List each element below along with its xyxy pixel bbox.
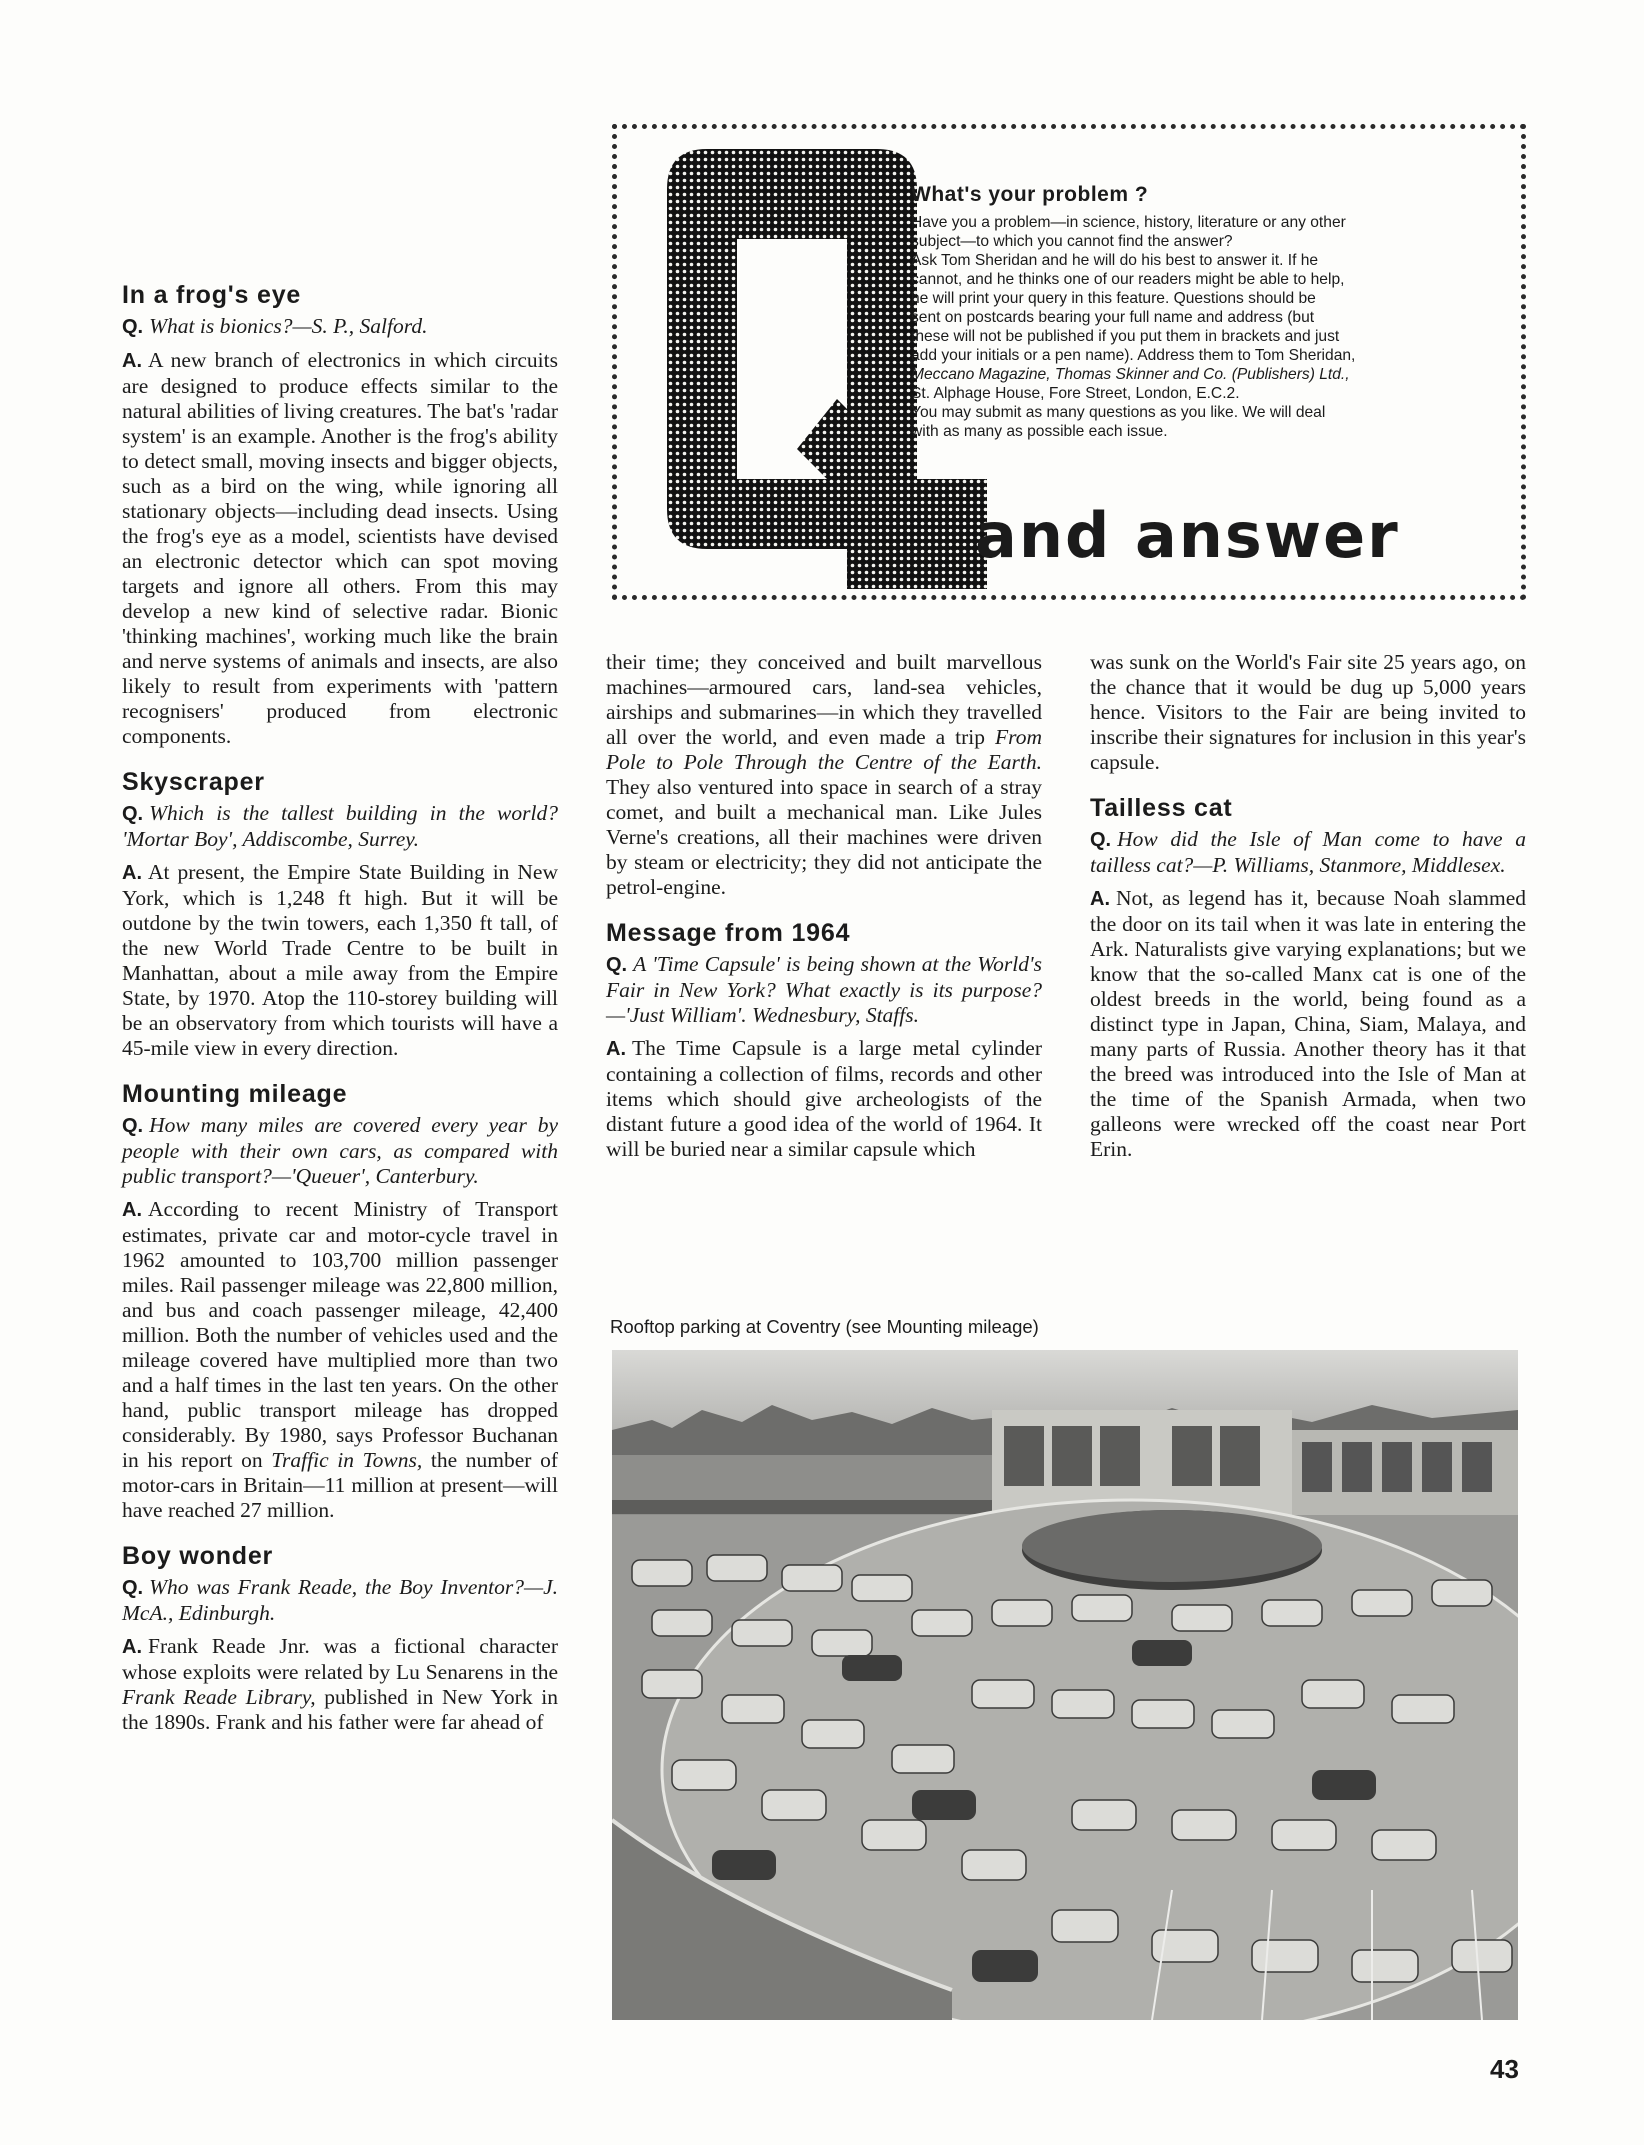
problem-block xyxy=(911,183,1491,441)
boy-wonder-question-text-1: Who was Frank Reade, xyxy=(149,1575,358,1599)
a-marker: A. xyxy=(122,350,142,372)
frog-answer xyxy=(122,348,558,749)
frog-answer-text: A new branch of electronics in which circuits are designed to produce effects similar to the natural abilities of living creatures. The bat's 'radar system' is an example. Another is the frog's ability to detect small, moving insects and bigger objects, such as a bird on the wing, while ignoring all stationary objects—including dead insects. Using the frog's eye as a model, scientists have devised an electronic detector which can spot moving targets and ignore all others. From this may develop a new kind of selective radar. Bionic 'thinking machines', working much like the brain and nerve systems of animals and insects, are also likely to result from experiments with 'pattern recognisers' produced from electronic components. xyxy=(122,348,558,748)
problem-line: he will print your query in this feature. Questions should be xyxy=(911,290,1316,307)
skyscraper-heading: Skyscraper xyxy=(122,768,265,796)
capsule-answer-text: The Time Capsule is a large metal cylinder containing a collection of films, records and other items which should give archeologists of the distant future a good idea of the world of 1964. It will be buried near a similar capsule which xyxy=(606,1036,1042,1161)
title-and-answer: and answer xyxy=(975,499,1400,572)
skyscraper-answer-text: At present, the Empire State Building in New York, which is 1,248 ft high. But it will be outdone by the twin towers, each 1,350 ft tall, of the new World Trade Centre to be built in Manhattan, about a mile away from the Empire State, by 1970. Atop the 110-storey building will be an observatory from which tourists will have a 45-mile view in every direction. xyxy=(122,860,558,1060)
tailless-answer xyxy=(1090,886,1526,1162)
a-marker: A. xyxy=(122,1636,142,1658)
frog-question xyxy=(122,314,558,340)
q-marker: Q. xyxy=(606,954,628,976)
a-marker: A. xyxy=(1090,888,1110,910)
capsule-question-text: A 'Time Capsule' is being shown at the World's Fair in New York? What exactly is its purpose?—'Just William'. Wednesbury, Staffs. xyxy=(606,952,1042,1027)
problem-line: with as many as possible each issue. xyxy=(911,423,1168,440)
capsule-heading: Message from 1964 xyxy=(606,919,851,947)
problem-line: subject—to which you cannot find the answer? xyxy=(911,233,1233,250)
capsule-continuation: was sunk on the World's Fair site 25 years ago, on the chance that it would be dug up 5,000 years hence. Visitors to the Fair are being invited to inscribe their signatures for inclusion in this year's capsule. xyxy=(1090,650,1526,774)
tailless-question-text: How did the Isle of Man come to have a tailless cat?—P. Williams, Stanmore, Middlesex. xyxy=(1090,827,1526,877)
mileage-heading: Mounting mileage xyxy=(122,1080,348,1108)
boy-wonder-continuation-text-2: They also ventured into space in search of a stray comet, and built a mechanical man. Like Jules Verne's creations, all their machines were driven by steam or electricity; they did not anticipate the petrol-engine. xyxy=(606,775,1042,899)
boy-wonder-answer-text-1: Frank Reade Jnr. was a fictional character whose exploits were related by Lu Senarens in the xyxy=(122,1634,558,1684)
skyscraper-question-text: Which is the tallest building in the world? 'Mortar Boy', Addiscombe, Surrey. xyxy=(122,801,558,851)
tailless-answer-text: Not, as legend has it, because Noah slammed the door on its tail when it was late in entering the Ark. Naturalists give varying explanations; but we know that the so-called Manx cat is one of the oldest breeds in the world, being found as a distinct type in Japan, China, Siam, Malaya, and many parts of Russia. Another theory has it that the breed was introduced into the Isle of Man at the time of the Spanish Armada, when two galleons were wrecked off the coast near Port Erin. xyxy=(1090,886,1526,1161)
boy-wonder-heading: Boy wonder xyxy=(122,1542,274,1570)
capsule-question xyxy=(606,952,1042,1028)
problem-line: cannot, and he thinks one of our readers might be able to help, xyxy=(911,271,1345,288)
boy-wonder-continuation xyxy=(606,650,1042,900)
rooftop-parking-photo xyxy=(612,1350,1518,2020)
problem-line: sent on postcards bearing your full name and address (but xyxy=(911,309,1315,326)
frog-question-text: What is bionics?—S. P., Salford. xyxy=(149,314,428,338)
problem-line: St. Alphage House, Fore Street, London, E.C.2. xyxy=(911,385,1240,402)
boy-wonder-answer-text-2: published in New York in the 1890s. Frank and his father were far ahead of xyxy=(122,1685,559,1734)
left-column xyxy=(122,280,558,1753)
tailless-heading: Tailless cat xyxy=(1090,794,1233,822)
mileage-report-title: Traffic in Towns, xyxy=(271,1448,423,1472)
a-marker: A. xyxy=(606,1038,626,1060)
problem-line: You may submit as many questions as you like. We will deal xyxy=(911,404,1326,421)
library-title: Frank Reade Library, xyxy=(122,1685,316,1709)
problem-line: add your initials or a pen name). Address them to Tom Sheridan, xyxy=(911,347,1356,364)
problem-line: these will not be published if you put them in brackets and just xyxy=(911,328,1340,345)
problem-line: Ask Tom Sheridan and he will do his best to answer it. If he xyxy=(911,252,1319,269)
q-marker: Q. xyxy=(122,1577,144,1599)
a-marker: A. xyxy=(122,862,142,884)
middle-column xyxy=(606,650,1042,1180)
q-marker: Q. xyxy=(122,1115,144,1137)
q-marker: Q. xyxy=(122,316,144,338)
boy-wonder-question xyxy=(122,1575,558,1626)
problem-line: Meccano Magazine, Thomas Skinner and Co. (Publishers) Ltd., xyxy=(911,366,1350,383)
boy-wonder-answer xyxy=(122,1634,558,1735)
trip-title: From Pole to Pole Through the Centre of the Earth. xyxy=(606,725,1042,774)
boy-wonder-question-text-2: the Boy Inventor?—J. McA., Edinburgh. xyxy=(122,1575,558,1625)
problem-title: What's your problem ? xyxy=(911,183,1149,206)
boy-wonder-continuation-text-1: their time; they conceived and built marvellous machines—armoured cars, land-sea vehicles, airships and submarines—in which they travelled all over the world, and even made a trip xyxy=(606,650,1042,749)
problem-line: Have you a problem—in science, history, literature or any other xyxy=(911,214,1346,231)
photo-illustration xyxy=(612,1350,1518,2020)
header-box xyxy=(612,124,1526,600)
frog-heading: In a frog's eye xyxy=(122,281,302,309)
tailless-question xyxy=(1090,827,1526,878)
q-marker: Q. xyxy=(122,803,144,825)
page-number: 43 xyxy=(1490,2054,1519,2084)
photo-caption: Rooftop parking at Coventry (see Mounting mileage) xyxy=(610,1316,1039,1337)
mileage-answer xyxy=(122,1197,558,1523)
mileage-question-text: How many miles are covered every year by people with their own cars, as compared with public transport?—'Queuer', Canterbury. xyxy=(122,1113,558,1188)
skyscraper-question xyxy=(122,801,558,852)
q-marker: Q. xyxy=(1090,829,1112,851)
mileage-answer-text-1: According to recent Ministry of Transport estimates, private car and motor-cycle travel in 1962 amounted to 103,700 million passenger miles. Rail passenger mileage was 22,800 million, and bus and coach passenger mileage, 42,400 million. Both the number of vehicles used and the mileage covered have multiplied more than two and a half times in the last ten years. On the other hand, public transport mileage has dropped considerably. By 1980, says Professor Buchanan in his report on xyxy=(122,1197,558,1472)
a-marker: A. xyxy=(122,1199,142,1221)
mileage-answer-text-2: the number of motor-cars in Britain—11 million at present—will have reached 27 million. xyxy=(122,1448,559,1522)
skyscraper-answer xyxy=(122,860,558,1061)
right-column xyxy=(1090,650,1526,1180)
mileage-question xyxy=(122,1113,558,1189)
capsule-answer xyxy=(606,1036,1042,1162)
